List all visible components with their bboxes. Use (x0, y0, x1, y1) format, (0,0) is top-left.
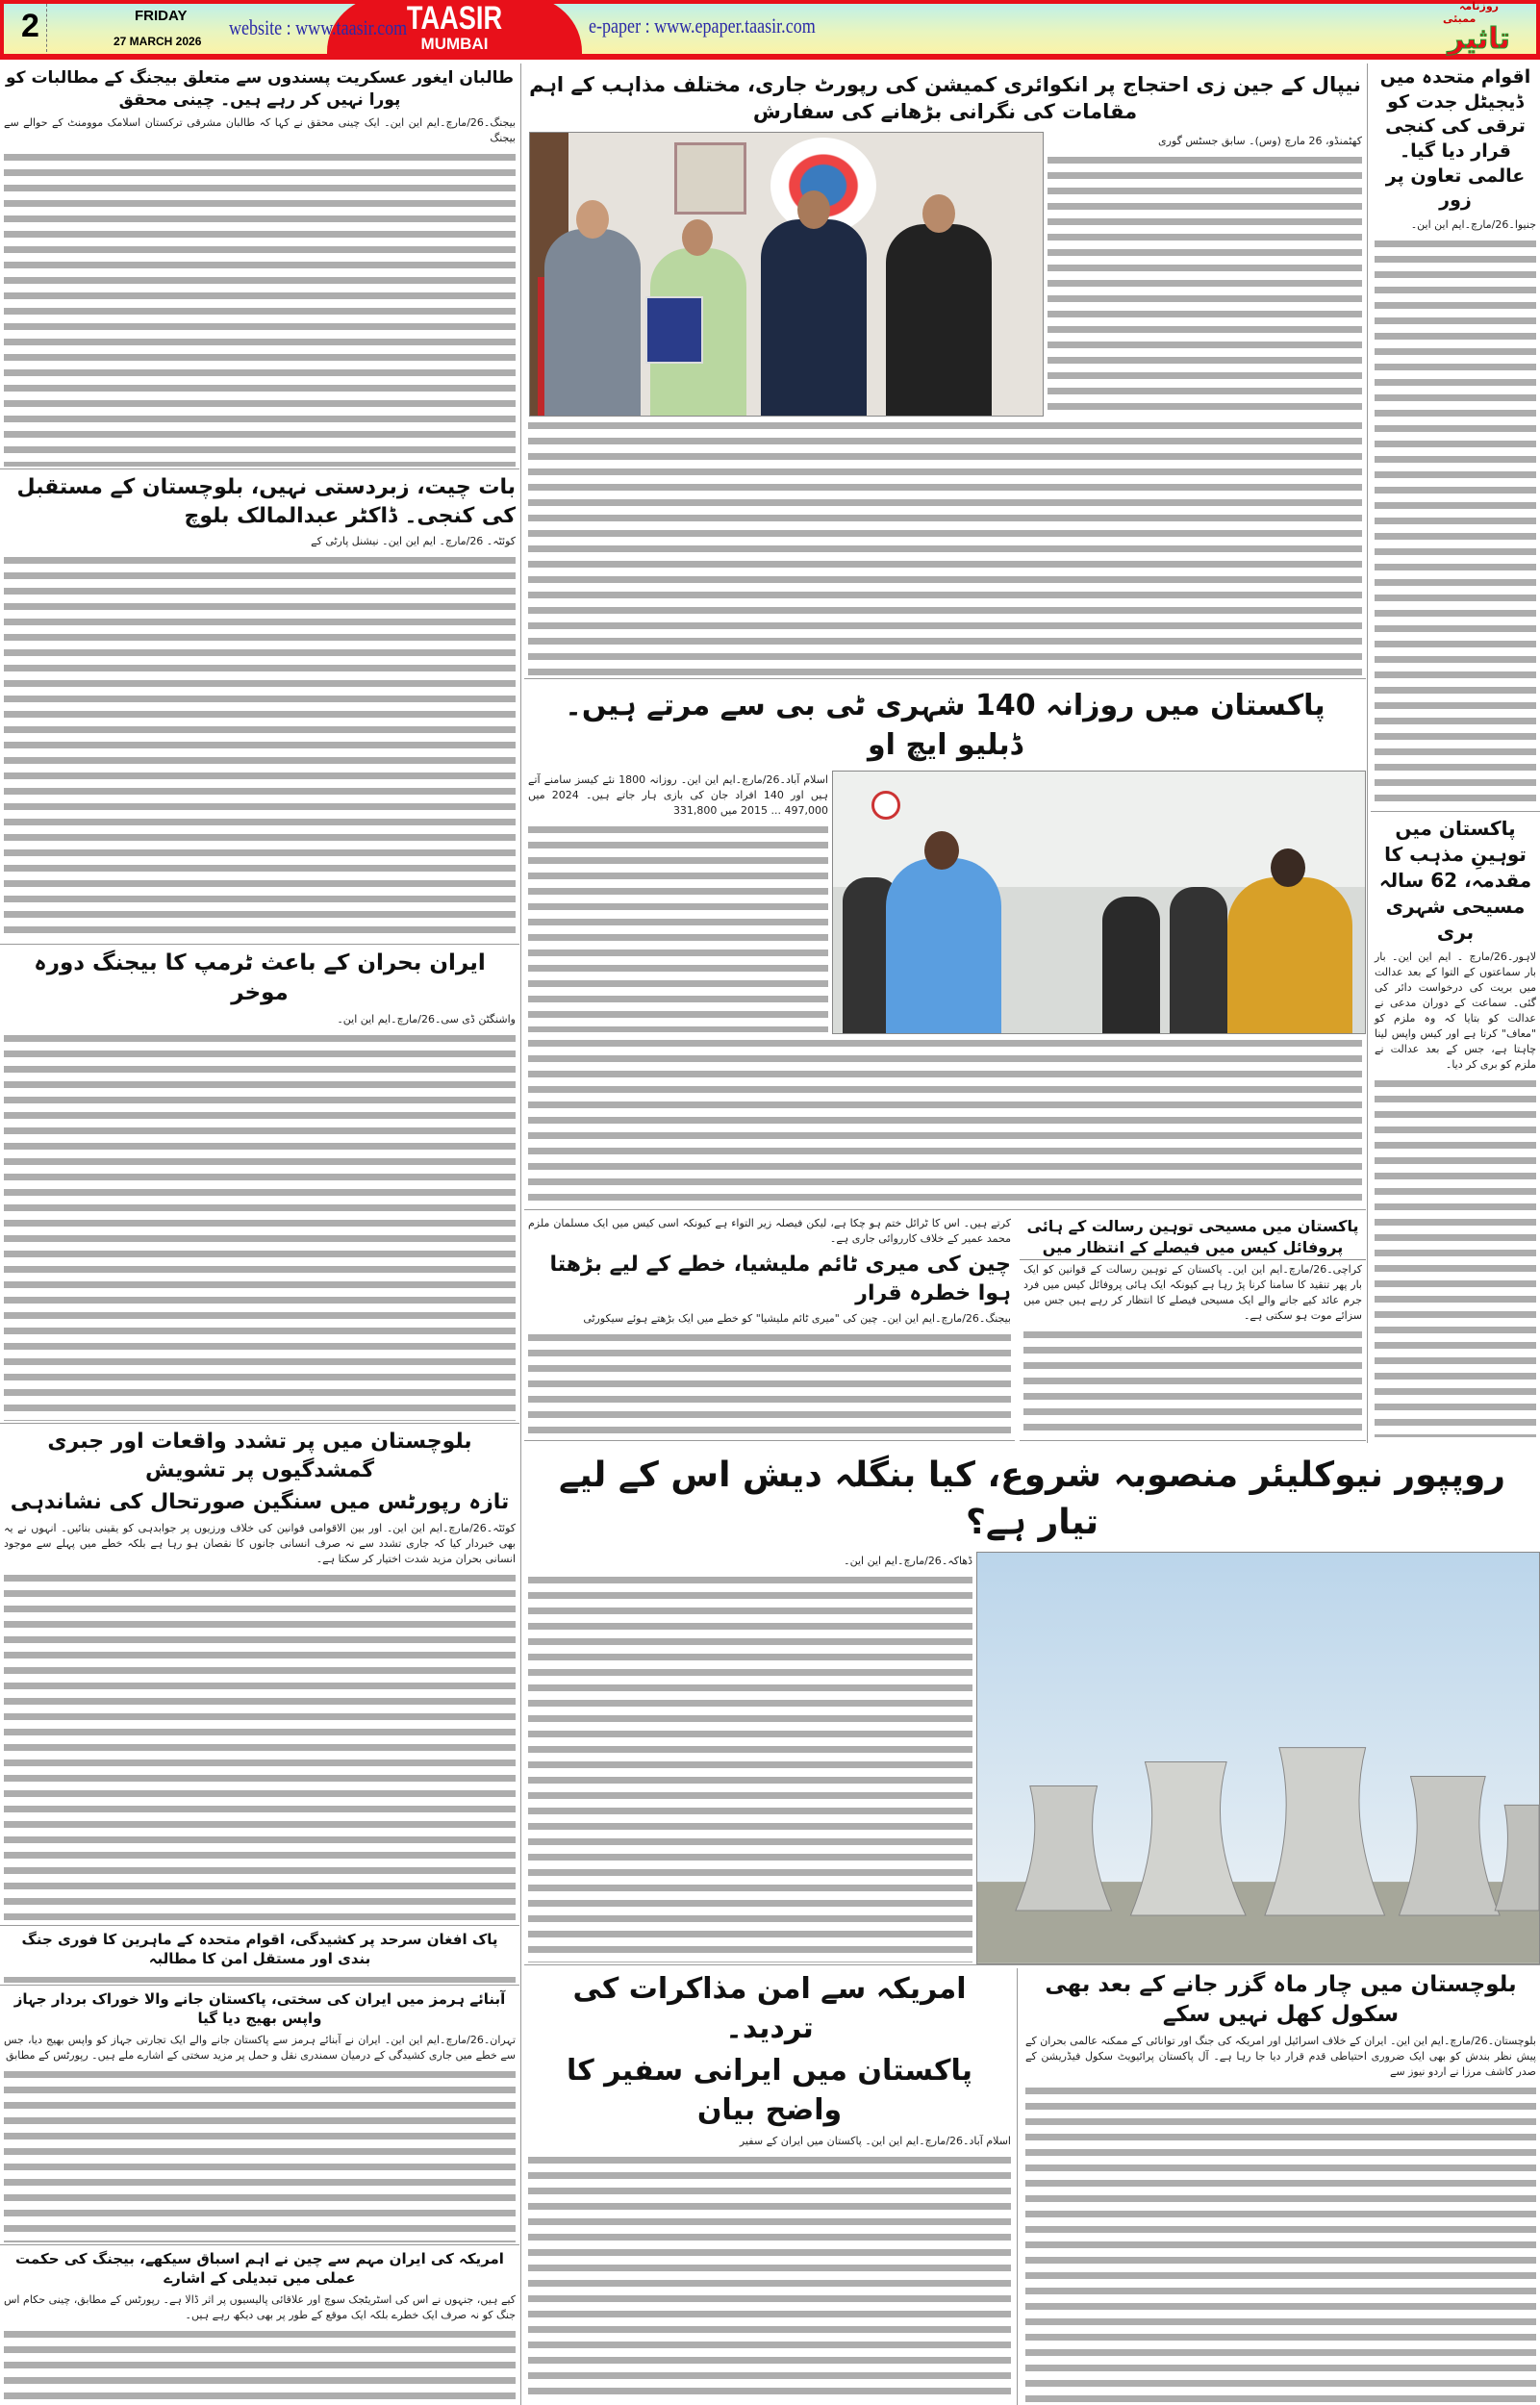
article-un-digital (1371, 63, 1540, 812)
body-text (4, 1571, 516, 1923)
body-text (528, 2153, 1011, 2403)
article-hormuz (0, 1987, 519, 2245)
article-body: جنیوا۔26/مارچ۔ایم این این۔ (1410, 217, 1536, 231)
headline: بات چیت، زبردستی نہیں، بلوچستان کے مستقبل کی کنجی۔ ڈاکٹر عبدالمالک بلوچ (16, 475, 516, 528)
article-body: کوئٹہ۔26/مارچ۔ایم این این۔ اور بین الاقوامی قوانین کی خلاف ورزیوں پر جوابدہی کو یقینی بنائیں۔ انہوں نے یہ بھی خبردار کیا کہ جاری تشدد سے نہ صرف انسانی جانوں کا نقصان ہو رہا ہے بلکہ خطے میں پہلے سے موجود انسانی بحران مزید شدت اختیار کر سکتا ہے۔ (4, 1522, 516, 1566)
column-rule (1017, 1968, 1018, 2405)
headline: آبنائے ہرمز میں ایران کی سختی، پاکستان جانے والا خوراک بردار جہاز واپس بھیج دیا گیا (13, 1990, 506, 2028)
epaper-link[interactable]: e-paper : www.epaper.taasir.com (589, 13, 816, 38)
article-nepal (524, 63, 1366, 679)
body-text (528, 418, 1362, 676)
article-body: واشنگٹن ڈی سی۔26/مارچ۔ایم این این۔ (337, 1013, 516, 1026)
body-text (528, 1573, 972, 1962)
article-iran-envoy (524, 1968, 1015, 2405)
subheadline: تازہ رپورٹس میں سنگین صورتحال کی نشاندہی (10, 1490, 510, 1515)
article-tb (524, 681, 1366, 1210)
article-china-militia (524, 1214, 1015, 1441)
body-text (528, 823, 828, 1032)
body-text (528, 1330, 1011, 1438)
article-body: لاہور۔26/مارچ ۔ ایم این این۔ بار بار سماعتوں کے التوا کے بعد عدالت میں بریت کی درخواست دائر کی گئی۔ سماعت کے دوران مدعی نے عدالت کو بتایا کہ وہ ملزم کو "معاف" کرتا ہے اور کیس واپس لینا چاہتا ہے، جس کے بعد عدالت نے ملزم کو بری کر دیا۔ (1375, 950, 1536, 1071)
carryover-text: کرتے ہیں۔ اس کا ٹرائل ختم ہو چکا ہے، لیکن فیصلہ زیر التواء ہے کیونکہ اسی کیس میں ایک مسلمان ملزم محمد عمیر کے خلاف کارروائی جاری ہے۔ (528, 1217, 1011, 1245)
article-blasphemy-case (1020, 1214, 1366, 1441)
body-text (1375, 1076, 1536, 1437)
logo-daily: روزنامہ (1458, 0, 1500, 13)
headline: امریکہ سے امن مذاکرات کی تردید۔ (572, 1972, 967, 2045)
body-text (1025, 2084, 1536, 2403)
headline: روپپور نیوکلیئر منصوبہ شروع، کیا بنگلہ دیش اس کے لیے تیار ہے؟ (558, 1456, 1505, 1542)
body-text (4, 1031, 516, 1421)
article-taliban (0, 65, 519, 469)
article-baloch-talks (0, 471, 519, 945)
article-rooppur (524, 1443, 1540, 1965)
headline: اقوام متحدہ میں ڈیجیٹل جدت کو ترقی کی کنجی قرار دیا گیا۔ عالمی تعاون پر زور (1379, 66, 1531, 212)
article-body: کوئٹہ۔ 26/مارچ۔ ایم این این۔ نیشنل پارٹی کے (311, 535, 516, 548)
website-link[interactable]: website : www.taasir.com (229, 15, 408, 39)
article-body: اسلام آباد۔26/مارچ۔ایم این این۔ پاکستان میں ایران کے سفیر (739, 2135, 1011, 2147)
article-pak-afghan (0, 1928, 519, 1986)
headline: بلوچستان میں پر تشدد واقعات اور جبری گمشدگیوں پر تشویش (47, 1430, 472, 1482)
body-text (4, 1973, 516, 1984)
body-text (1375, 237, 1536, 809)
photo-nuclear-cooling-towers (976, 1552, 1540, 1964)
edition-city: MUMBAI (420, 35, 489, 53)
headline: پاکستان میں مسیحی توہین رسالت کے ہائی پروفائل کیس میں فیصلے کے انتظار میں (1020, 1214, 1366, 1260)
headline: پاک افغان سرحد پر کشیدگی، اقوام متحدہ کے ماہرین کا فوری جنگ بندی اور مستقل امن کا مطالبہ (21, 1931, 498, 1968)
article-body: کیے ہیں، جنہوں نے اس کی اسٹریٹجک سوچ اور علاقائی پالیسیوں پر اثر ڈالا ہے۔ رپورٹس کے مطابق، چینی حکام اس جنگ کو نہ صرف ایک خطرے بلکہ ایک موقع کے طور پر بھی دیکھ رہے ہیں۔ (4, 2292, 516, 2321)
photo-tb-health-visit (832, 771, 1366, 1034)
photo-nepal-report-handover (529, 132, 1044, 417)
article-baloch-violence (0, 1426, 519, 1926)
column-rule (1367, 63, 1368, 1443)
body-text (1048, 153, 1362, 415)
headline: امریکہ کی ایران مہم سے چین نے اہم اسباق سیکھے، بیجنگ کی حکمت عملی میں تبدیلی کے اشارے (15, 2250, 504, 2288)
body-text (4, 2327, 516, 2404)
body-text (4, 150, 516, 467)
headline: بلوچستان میں چار ماہ گزر جانے کے بعد بھی سکول کھل نہیں سکے (1045, 1972, 1517, 2028)
headline: نیپال کے جین زی احتجاج پر انکوائری کمیشن کی رپورٹ جاری، مختلف مذاہب کے اہم مقامات کی نگرانی بڑھانے کی سفارش (529, 73, 1361, 124)
issue-date: 27 MARCH 2026 (114, 35, 202, 48)
article-acquittal (1371, 814, 1540, 1439)
urdu-logo (1424, 0, 1534, 54)
divider (46, 4, 47, 52)
body-text (4, 2067, 516, 2243)
headline: چین کی میری ٹائم ملیشیا، خطے کے لیے بڑھتا ہوا خطرہ قرار (549, 1253, 1011, 1305)
body-text (528, 1036, 1362, 1207)
headline: پاکستان میں روزانہ 140 شہری ٹی بی سے مرتے ہیں۔ ڈبلیو ایچ او (565, 689, 1325, 762)
article-trump (0, 947, 519, 1424)
article-china-lessons (0, 2247, 519, 2405)
headline: پاکستان میں توہینِ مذہب کا مقدمہ، 62 سالہ مسیحی شہری بری (1378, 817, 1532, 944)
article-body: ڈھاکہ۔26/مارچ۔ایم این این۔ (844, 1555, 972, 1568)
issue-day: FRIDAY (135, 8, 188, 24)
article-body: بیجنگ۔26/مارچ۔ایم این این۔ چین کی "میری ٹائم ملیشیا" کو خطے میں ایک بڑھتے ہوئے سیکورٹی (583, 1312, 1011, 1326)
column-rule (520, 63, 521, 2405)
article-body: بلوچستان۔26/مارچ۔ایم این این۔ ایران کے خلاف اسرائیل اور امریکہ کی جنگ اور توانائی کے ممکنہ عالمی بحران کے پیش نظر بندش کو بھی ایک ضروری احتیاطی قدم قرار دیا جا رہا ہے۔ آل پاکستان پرائیویٹ سکول فیڈریشن کے صدر کاشف مرزا نے اردو نیوز سے (1025, 2035, 1536, 2079)
body-text (1023, 1328, 1362, 1438)
logo-city: ممبئی (1443, 13, 1477, 25)
body-text (4, 553, 516, 942)
headline: ایران بحران کے باعث ٹرمپ کا بیجنگ دورہ موخر (34, 950, 486, 1006)
page-number: 2 (21, 8, 39, 44)
subheadline: پاکستان میں ایرانی سفیر کا واضح بیان (566, 2054, 973, 2127)
article-body: تہران۔26/مارچ۔ایم این این۔ ایران نے آبنائے ہرمز سے پاکستان جانے والے ایک تجارتی جہاز کو واپس بھیج دیا، جس سے خطے میں جاری کشیدگی کے درمیان سمندری نقل و حمل پر مزید سختی کے اشارے ملے ہیں۔ رپورٹس کے مطابق (4, 2033, 516, 2062)
article-schools (1022, 1968, 1540, 2405)
article-body: کھٹمنڈو، 26 مارچ (وس)۔ سابق جسٹس گوری (1158, 134, 1362, 147)
logo-name: تاثیر (1448, 22, 1510, 56)
paper-name: TAASIR (406, 0, 503, 37)
article-body: اسلام آباد۔26/مارچ۔ایم این این۔ روزانہ 1800 نئے کیسز سامنے آتے ہیں اور 140 افراد جان کی بازی ہار جاتے ہیں۔ 2024 میں 497,000 ... 2015 میں 331,800 (528, 773, 828, 817)
headline: طالبان ایغور عسکریت پسندوں سے متعلق بیجنگ کے مطالبات کو پورا نہیں کر رہے ہیں۔ چینی محقق (6, 68, 514, 110)
article-body: بیجنگ۔26/مارچ۔ایم این این۔ ایک چینی محقق نے کہا کہ طالبان مشرقی ترکستان اسلامک موومنٹ کے حوالے سے بیجنگ (4, 115, 516, 144)
article-body: کراچی۔26/مارچ۔ایم این این۔ پاکستان کے توہین رسالت کے قوانین کو ایک بار پھر تنقید کا سامنا کرنا پڑ رہا ہے کیونکہ ایک ہائی پروفائل کیس میں فرد جرم عائد کیے جانے والے ایک مسیحی فیصلے کا انتظار کر رہے ہیں جس میں سزائے موت ہو سکتی ہے۔ (1023, 1263, 1362, 1323)
